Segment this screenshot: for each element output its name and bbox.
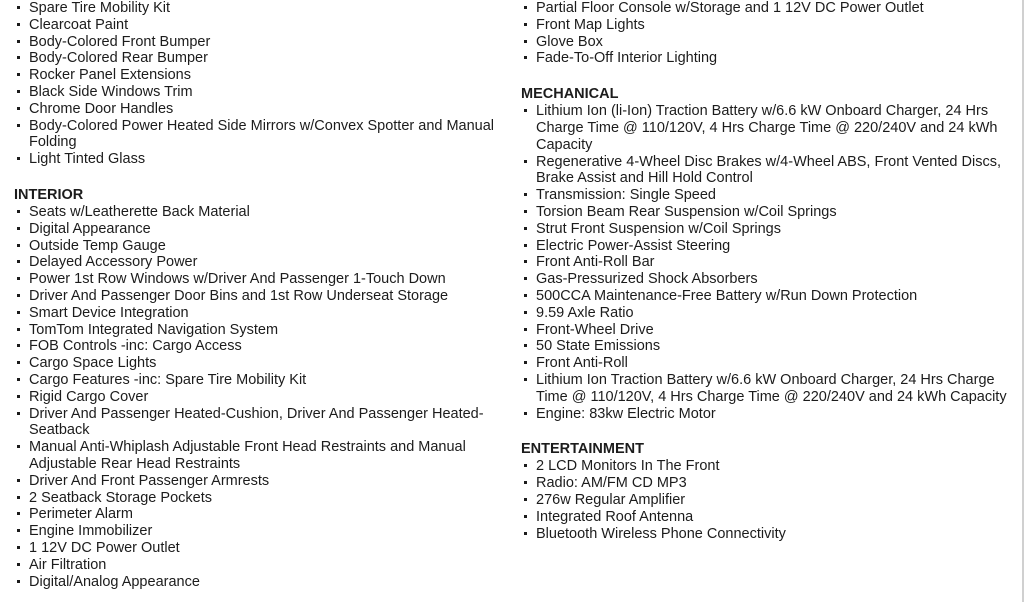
feature-list-item: 500CCA Maintenance-Free Battery w/Run Down Protection (521, 288, 1016, 305)
feature-list-item: Partial Floor Console w/Storage and 1 12V DC Power Outlet (521, 0, 1016, 17)
feature-list-item: Manual Anti-Whiplash Adjustable Front Head Restraints and Manual Adjustable Rear Head Restraints (14, 439, 506, 473)
left-column (14, 0, 506, 590)
feature-list-item: Rocker Panel Extensions (14, 67, 506, 84)
feature-list-item: Driver And Front Passenger Armrests (14, 473, 506, 490)
section-title-entertainment: ENTERTAINMENT (521, 441, 644, 458)
feature-list-item: 50 State Emissions (521, 338, 1016, 355)
feature-list-item: TomTom Integrated Navigation System (14, 322, 506, 339)
interior-feature-list-continued (521, 0, 1016, 67)
section-title-interior: INTERIOR (14, 186, 84, 203)
exterior-feature-list (14, 0, 506, 168)
feature-list-item: Integrated Roof Antenna (521, 509, 1016, 526)
mechanical-feature-list (521, 103, 1016, 422)
interior-feature-list (14, 204, 506, 590)
feature-list-item: Cargo Space Lights (14, 355, 506, 372)
feature-list-item: Front Map Lights (521, 17, 1016, 34)
feature-list-item: Smart Device Integration (14, 305, 506, 322)
feature-list-item: Chrome Door Handles (14, 101, 506, 118)
feature-list-item: Body-Colored Power Heated Side Mirrors w/Convex Spotter and Manual Folding (14, 118, 506, 152)
feature-list-item: Radio: AM/FM CD MP3 (521, 475, 1016, 492)
feature-list-item: Front Anti-Roll (521, 355, 1016, 372)
feature-list-item: Rigid Cargo Cover (14, 389, 506, 406)
feature-list-item: 9.59 Axle Ratio (521, 305, 1016, 322)
feature-list-item: Electric Power-Assist Steering (521, 238, 1016, 255)
feature-list-item: Strut Front Suspension w/Coil Springs (521, 221, 1016, 238)
feature-list-item: Seats w/Leatherette Back Material (14, 204, 506, 221)
feature-list-item: Delayed Accessory Power (14, 254, 506, 271)
feature-list-item: FOB Controls -inc: Cargo Access (14, 338, 506, 355)
feature-list-item: Driver And Passenger Heated-Cushion, Driver And Passenger Heated-Seatback (14, 406, 506, 440)
feature-list-item: Front-Wheel Drive (521, 322, 1016, 339)
feature-list-item: 276w Regular Amplifier (521, 492, 1016, 509)
feature-list-item: Clearcoat Paint (14, 17, 506, 34)
section-title-mechanical: MECHANICAL (521, 86, 619, 103)
feature-list-item: Digital Appearance (14, 221, 506, 238)
right-column (521, 0, 1016, 542)
entertainment-feature-list (521, 458, 1016, 542)
feature-list-item: 2 Seatback Storage Pockets (14, 490, 506, 507)
feature-list-item: Lithium Ion (li-Ion) Traction Battery w/6.6 kW Onboard Charger, 24 Hrs Charge Time @ 110/120V, 4 Hrs Charge Time @ 220/240V and 24 kWh Capacity (521, 103, 1016, 153)
feature-list-item: Body-Colored Front Bumper (14, 34, 506, 51)
feature-list-item: Driver And Passenger Door Bins and 1st Row Underseat Storage (14, 288, 506, 305)
feature-list-item: 2 LCD Monitors In The Front (521, 458, 1016, 475)
feature-list-item: Power 1st Row Windows w/Driver And Passenger 1-Touch Down (14, 271, 506, 288)
feature-list-item: Spare Tire Mobility Kit (14, 0, 506, 17)
feature-list-item: Engine Immobilizer (14, 523, 506, 540)
feature-list-item: Regenerative 4-Wheel Disc Brakes w/4-Wheel ABS, Front Vented Discs, Brake Assist and Hill Hold Control (521, 154, 1016, 188)
feature-list-item: Black Side Windows Trim (14, 84, 506, 101)
feature-list-item: Outside Temp Gauge (14, 238, 506, 255)
feature-list-item: Gas-Pressurized Shock Absorbers (521, 271, 1016, 288)
feature-list-item: Transmission: Single Speed (521, 187, 1016, 204)
feature-list-item: Engine: 83kw Electric Motor (521, 406, 1016, 423)
feature-list-item: Bluetooth Wireless Phone Connectivity (521, 526, 1016, 543)
feature-list-item: Perimeter Alarm (14, 506, 506, 523)
feature-list-item: Body-Colored Rear Bumper (14, 50, 506, 67)
feature-list-item: 1 12V DC Power Outlet (14, 540, 506, 557)
feature-list-item: Fade-To-Off Interior Lighting (521, 50, 1016, 67)
feature-list-item: Front Anti-Roll Bar (521, 254, 1016, 271)
feature-list-item: Torsion Beam Rear Suspension w/Coil Springs (521, 204, 1016, 221)
feature-list-item: Glove Box (521, 34, 1016, 51)
feature-list-item: Digital/Analog Appearance (14, 574, 506, 591)
feature-list-item: Cargo Features -inc: Spare Tire Mobility Kit (14, 372, 506, 389)
feature-list-item: Air Filtration (14, 557, 506, 574)
feature-list-item: Lithium Ion Traction Battery w/6.6 kW Onboard Charger, 24 Hrs Charge Time @ 110/120V, 4 Hrs Charge Time @ 220/240V and 24 kWh Capacity (521, 372, 1016, 406)
feature-list-item: Light Tinted Glass (14, 151, 506, 168)
